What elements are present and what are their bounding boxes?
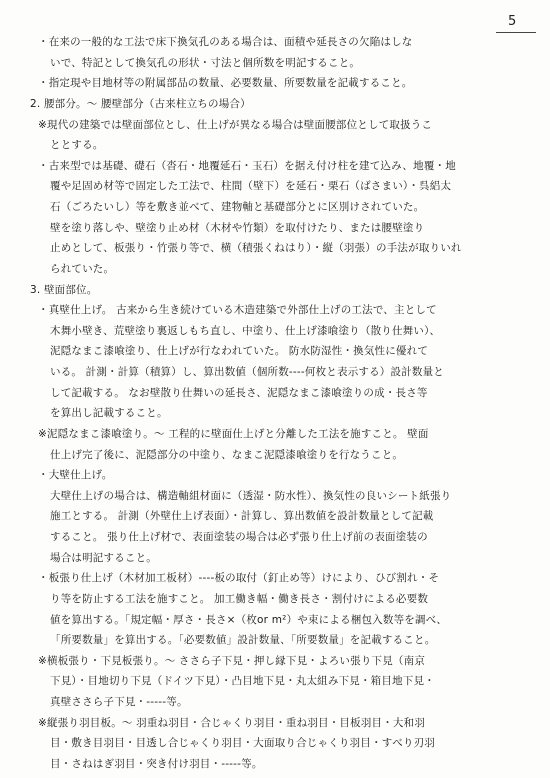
text-line: 「所要数量」を算出する。「必要数値」設計数量、「所要数量」を記載すること。: [50, 634, 436, 647]
text-line: られていた。: [50, 262, 115, 275]
page-number: 5: [508, 14, 517, 29]
text-line: 大壁仕上げの場合は、構造軸組材面に（透湿・防水性）、換気性の良いシート紙張り: [50, 489, 452, 502]
text-line: いる。 計測・計算（積算）し、算出数値（個所数----何枚と表示する）設計数量と: [50, 366, 444, 379]
text-line: ※泥隠なまこ漆喰塗り。～ 工程的に壁面仕上げと分離した工法を施すこと。 壁面: [38, 427, 429, 440]
text-line: ※現代の建築では壁面部位とし、仕上げが異なる場合は壁面腰部位として取扱うこ: [38, 118, 433, 131]
text-line: いで、特記として換気孔の形状・寸法と個所数を明記すること。: [50, 56, 361, 69]
text-line: すること。 張り仕上げ材で、表面塗装の場合は必ず張り仕上げ前の表面塗装の: [50, 531, 428, 544]
text-line: 泥隠なまこ漆喰塗り、仕上げが行なわれていた。 防水防湿性・換気性に優れて: [50, 345, 429, 358]
text-line: 覆や足固め材等で固定した工法で、柱間（壁下）を延石・栗石（ばさまい）・呉絽太: [50, 180, 452, 193]
text-line: 施工とする。 計測（外壁仕上げ表面）・計算し、算出数値を設計数量として記載: [50, 510, 434, 523]
section-heading: 3. 壁面部位。: [30, 283, 98, 296]
text-line: 真壁ささら子下見・-----等。: [50, 696, 188, 709]
text-line: ・真壁仕上げ。 古来から生き続けている木造建築で外部仕上げの工法で、主として: [38, 304, 437, 317]
section-heading: 2. 腰部分。～ 腰壁部分（古来柱立ちの場合）: [30, 97, 251, 110]
text-line: ※横板張り・下見板張り。～ ささら子下見・押し縁下見・よろい張り下見（南京: [38, 654, 426, 667]
text-line: 下見）・目地切り下見（ドイツ下見）・凸目地下見・丸太組み下見・箱目地下見・: [50, 675, 435, 688]
text-line: 値を算出する。「規定幅・厚さ・長さ×（枚or m²）や束による梱包入数等を調べ、: [50, 613, 448, 626]
text-line: 壁を塗り落しや、壁塗り止め材（木材や竹類）を取付けたり、または腰壁塗り: [50, 221, 425, 234]
text-line: り等を防止する工法を施すこと。 加工働き幅・働き長さ・割付けによる必要数: [50, 592, 429, 605]
text-line: ・在来の一般的な工法で床下換気孔のある場合は、面積や延長さの欠陥はしな: [38, 36, 413, 48]
text-line: して記載する。 なお壁散り仕舞いの延長さ、泥隠なまこ漆喰塗りの成・長さ等: [50, 386, 428, 399]
text-line: ・板張り仕上げ（木材加工板材）----板の取付（釘止め等）けにより、ひび割れ・そ: [38, 572, 440, 585]
text-line: 石（ごろたいし）等を敷き並べて、建物軸と基礎部分とに区別けされていた。: [50, 201, 425, 214]
text-line: 目・敷き目羽目・目透し合じゃくり羽目・大面取り合じゃくり羽目・すべり刃羽: [50, 737, 435, 750]
text-line: 木舞小壁き、荒壁塗り裏返しもち直し、中塗り、仕上げ漆喰塗り（散り仕舞い）、: [50, 324, 441, 337]
text-line: 目・さねはぎ羽目・突き付け羽目・-----等。: [50, 758, 263, 770]
text-line: ととする。: [50, 139, 104, 152]
text-line: 止めとして、板張り・竹張り等で、横（積張くねはり）・縦（羽張）の手法が取りいれ: [50, 242, 462, 255]
text-line: 場合は明記すること。: [50, 551, 157, 564]
text-line: 仕上げ完了後に、泥隠部分の中塗り、なまこ泥隠漆喰塗りを行なうこと。: [50, 448, 404, 461]
text-line: ・古来型では基礎、礎石（沓石・地覆延石・玉石）を据え付け柱を建て込み、地覆・地: [38, 159, 456, 172]
text-line: ・指定現や目地材等の附属部品の数量、必要数量、所要数量を記載すること。: [38, 77, 413, 90]
text-line: を算出し記載すること。: [50, 407, 168, 420]
text-line: ・大壁仕上げ。: [38, 469, 113, 482]
text-line: ※縦張り羽目板。～ 羽重ね羽目・合じゃくり羽目・重ね羽目・目板羽目・大和羽: [38, 716, 426, 729]
